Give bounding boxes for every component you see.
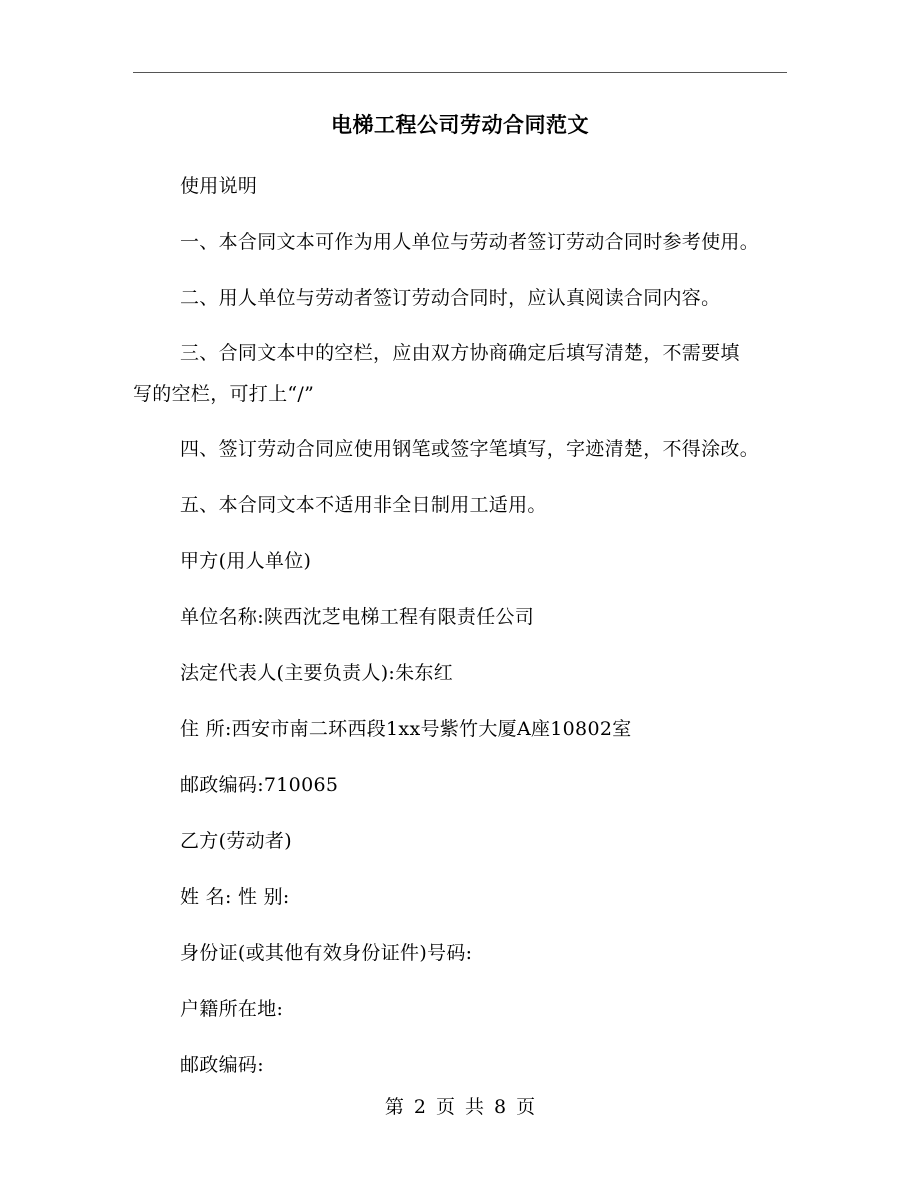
header-rule <box>133 72 787 73</box>
party-a-address: 住 所:西安市南二环西段1xx号紫竹大厦A座10802室 <box>180 718 632 740</box>
document-title: 电梯工程公司劳动合同范文 <box>331 112 589 137</box>
note-2: 二、用人单位与劳动者签订劳动合同时，应认真阅读合同内容。 <box>180 287 721 309</box>
party-a-name: 单位名称:陕西沈芝电梯工程有限责任公司 <box>180 606 535 628</box>
party-b-heading: 乙方(劳动者) <box>180 830 292 852</box>
party-a-postcode: 邮政编码:710065 <box>180 774 339 796</box>
note-4: 四、签订劳动合同应使用钢笔或签字笔填写，字迹清楚，不得涂改。 <box>180 438 760 460</box>
party-a-representative: 法定代表人(主要负责人):朱东红 <box>180 662 454 684</box>
note-1: 一、本合同文本可作为用人单位与劳动者签订劳动合同时参考使用。 <box>180 231 760 253</box>
party-b-postcode: 邮政编码: <box>180 1054 264 1076</box>
party-b-household: 户籍所在地: <box>180 998 284 1020</box>
party-b-id-number: 身份证(或其他有效身份证件)号码: <box>180 942 473 964</box>
note-3-continued: 写的空栏，可打上“/” <box>133 383 315 405</box>
party-a-heading: 甲方(用人单位) <box>180 550 312 572</box>
party-b-name-gender: 姓 名: 性 别: <box>180 886 290 908</box>
note-5: 五、本合同文本不适用非全日制用工适用。 <box>180 494 547 516</box>
usage-heading: 使用说明 <box>180 175 258 197</box>
page-number: 第 2 页 共 8 页 <box>384 1096 536 1118</box>
note-3: 三、合同文本中的空栏，应由双方协商确定后填写清楚，不需要填 <box>180 342 740 364</box>
